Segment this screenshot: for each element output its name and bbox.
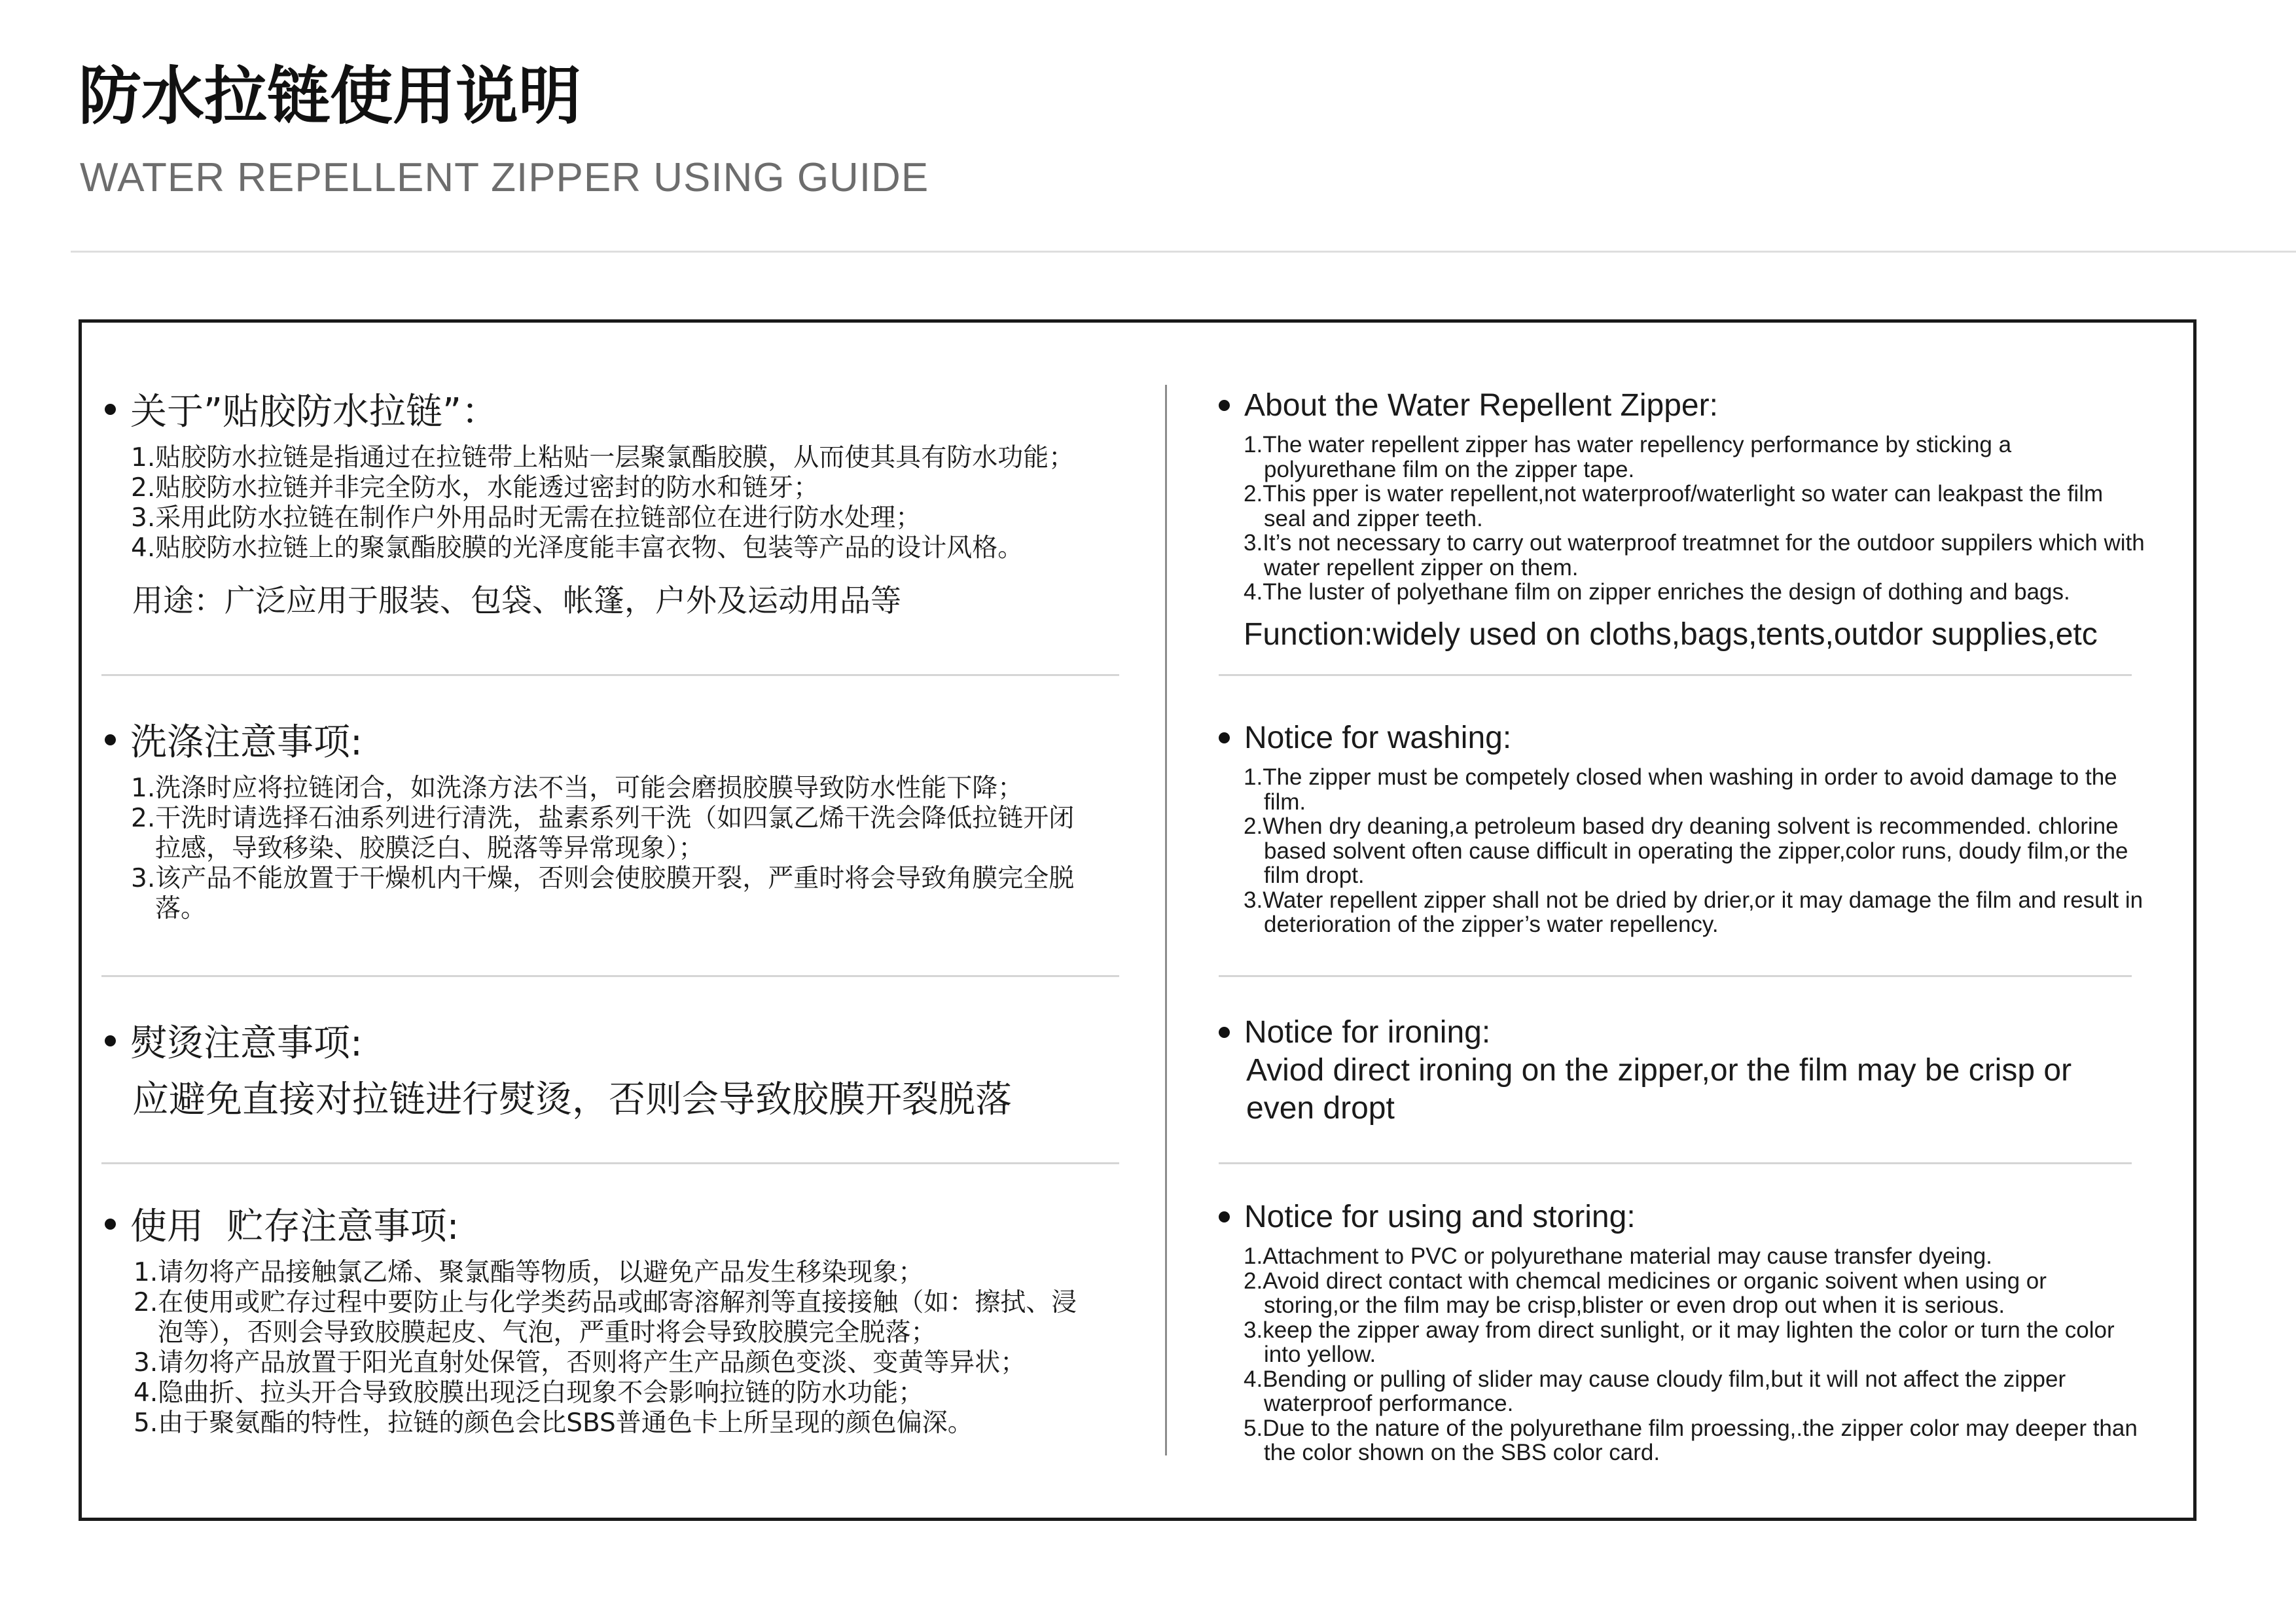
list-item: 2.在使用或贮存过程中要防止与化学类药品或邮寄溶解剂等直接接触（如：擦拭、浸泡等），否则会导致胶膜起皮、气泡，严重时将会导致胶膜完全脱落； — [134, 1288, 1077, 1347]
cn-ironing-text: 应避免直接对拉链进行熨烫，否则会导致胶膜开裂脱落 — [132, 1079, 1012, 1121]
en-ironing-section — [1219, 1014, 2148, 1128]
cn-ironing-section — [105, 1014, 1139, 1123]
section-divider-cn-1 — [101, 674, 1119, 676]
list-item: 5.由于聚氨酯的特性，拉链的颜色会比SBS普通色卡上所呈现的颜色偏深。 — [134, 1408, 973, 1438]
bullet-icon — [1219, 732, 1230, 743]
page-title-cn: 防水拉链使用说明 — [79, 60, 581, 133]
list-item: 3.It’s not necessary to carry out waterproof treatmnet for the outdoor suppilers which with water repellent zipper on them. — [1244, 530, 2145, 580]
list-item: 1.请勿将产品接触氯乙烯、聚氯酯等物质，以避免产品发生移染现象； — [134, 1258, 924, 1287]
en-about-section — [1219, 387, 2148, 652]
en-ironing-heading — [1219, 1014, 2148, 1050]
section-divider-cn-2 — [101, 975, 1119, 977]
list-item: 3.请勿将产品放置于阳光直射处保管，否则将产生产品颜色变淡、变黄等异状； — [134, 1348, 1026, 1378]
en-about-list — [1244, 433, 2147, 605]
section-divider-cn-3 — [101, 1162, 1119, 1164]
en-about-heading — [1219, 387, 2148, 423]
en-ironing-heading-text: Notice for ironing: — [1244, 1015, 1491, 1050]
page-title-en: WATER REPELLENT ZIPPER USING GUIDE — [80, 155, 929, 200]
list-item: 4.Bending or pulling of slider may cause cloudy film,but it will not affect the zipper waterproof performance. — [1244, 1366, 2066, 1416]
list-item: 4.贴胶防水拉链上的聚氯酯胶膜的光泽度能丰富衣物、包装等产品的设计风格。 — [131, 533, 1024, 563]
en-about-heading-text: About the Water Repellent Zipper: — [1244, 388, 1718, 423]
bullet-icon — [105, 1219, 116, 1230]
en-washing-list — [1244, 765, 2147, 937]
header-divider — [71, 251, 2296, 253]
cn-storing-heading — [105, 1198, 1139, 1250]
list-item: 2.贴胶防水拉链并非完全防水，水能透过密封的防水和链牙； — [131, 473, 819, 503]
bullet-icon — [105, 1035, 116, 1046]
cn-ironing-heading — [105, 1014, 1139, 1067]
list-item: 4.The luster of polyethane film on zipper enriches the design of dothing and bags. — [1244, 579, 2070, 605]
list-item: 1.洗涤时应将拉链闭合，如洗涤方法不当，可能会磨损胶膜导致防水性能下降； — [131, 774, 1024, 803]
cn-storing-section — [105, 1198, 1139, 1438]
cn-usage-text: 用途：广泛应用于服装、包袋、帐篷，户外及运动用品等 — [132, 583, 901, 619]
cn-washing-heading — [105, 713, 1139, 766]
cn-about-section — [105, 383, 1139, 620]
list-item: 1.The zipper must be competely closed when washing in order to avoid damage to the film. — [1244, 764, 2117, 815]
bullet-icon — [1219, 1211, 1230, 1222]
cn-ironing-heading-text: 熨烫注意事项: — [130, 1022, 363, 1065]
section-divider-en-1 — [1219, 674, 2132, 676]
bullet-icon — [1219, 400, 1230, 411]
bullet-icon — [105, 734, 116, 745]
list-item: 5.Due to the nature of the polyurethane film proessing,.the zipper color may deeper than the color shown on the SBS color card. — [1244, 1415, 2138, 1465]
list-item: 3.采用此防水拉链在制作户外用品时无需在拉链部位在进行防水处理； — [131, 503, 922, 533]
list-item: 2.This pper is water repellent,not waterproof/waterlight so water can leakpast the film seal and zipper teeth. — [1244, 481, 2104, 531]
list-item: 3.该产品不能放置于干燥机内干燥，否则会使胶膜开裂，严重时将会导致角膜完全脱落。 — [131, 864, 1075, 923]
en-storing-heading-text: Notice for using and storing: — [1244, 1200, 1636, 1234]
en-storing-heading — [1219, 1199, 2148, 1235]
list-item: 1.The water repellent zipper has water repellency performance by sticking a polyurethane film on the zipper tape. — [1244, 432, 2012, 482]
en-washing-heading — [1219, 720, 2148, 756]
bullet-icon — [105, 404, 116, 415]
cn-about-list — [131, 443, 1139, 563]
cn-about-heading — [105, 383, 1139, 435]
list-item: 1.贴胶防水拉链是指通过在拉链带上粘贴一层聚氯酯胶膜，从而使其具有防水功能； — [131, 443, 1075, 473]
en-washing-heading-text: Notice for washing: — [1244, 721, 1512, 755]
section-divider-en-2 — [1219, 975, 2132, 977]
bullet-icon — [1219, 1027, 1230, 1038]
en-ironing-text: Aviod direct ironing on the zipper,or the film may be crisp or even dropt — [1246, 1053, 2072, 1126]
list-item: 3.Water repellent zipper shall not be dried by drier,or it may damage the film and result in deterioration of the zipper’s water repellency. — [1244, 887, 2144, 937]
en-storing-section — [1219, 1199, 2148, 1465]
list-item: 2.干洗时请选择石油系列进行清洗，盐素系列干洗（如四氯乙烯干洗会降低拉链开闭拉感，导致移染、胶膜泛白、脱落等异常现象）； — [131, 804, 1075, 863]
en-storing-list — [1244, 1244, 2147, 1465]
cn-washing-list — [131, 774, 1086, 924]
list-item: 3.keep the zipper away from direct sunlight, or it may lighten the color or turn the color into yellow. — [1244, 1317, 2115, 1367]
cn-storing-heading-text: 使用 贮存注意事项: — [130, 1205, 459, 1248]
en-function-text: Function:widely used on cloths,bags,tents,outdor supplies,etc — [1244, 616, 2098, 652]
column-divider — [1165, 385, 1167, 1455]
list-item: 4.隐曲折、拉头开合导致胶膜出现泛白现象不会影响拉链的防水功能； — [134, 1378, 924, 1408]
cn-washing-heading-text: 洗涤注意事项: — [130, 721, 363, 764]
section-divider-en-3 — [1219, 1162, 2132, 1164]
list-item: 2.When dry deaning,a petroleum based dry deaning solvent is recommended. chlorine based solvent often cause difficult in operating the zipper,color runs, doudy film,or the film dropt. — [1244, 813, 2128, 888]
cn-storing-list — [134, 1258, 1089, 1438]
list-item: 2.Avoid direct contact with chemcal medicines or organic soivent when using or storing,or the film may be crisp,blister or even drop out when it is serious. — [1244, 1268, 2047, 1318]
cn-about-heading-text: 关于”贴胶防水拉链”： — [130, 391, 499, 433]
list-item: 1.Attachment to PVC or polyurethane material may cause transfer dyeing. — [1244, 1243, 1992, 1269]
en-washing-section — [1219, 720, 2148, 937]
cn-washing-section — [105, 713, 1139, 924]
